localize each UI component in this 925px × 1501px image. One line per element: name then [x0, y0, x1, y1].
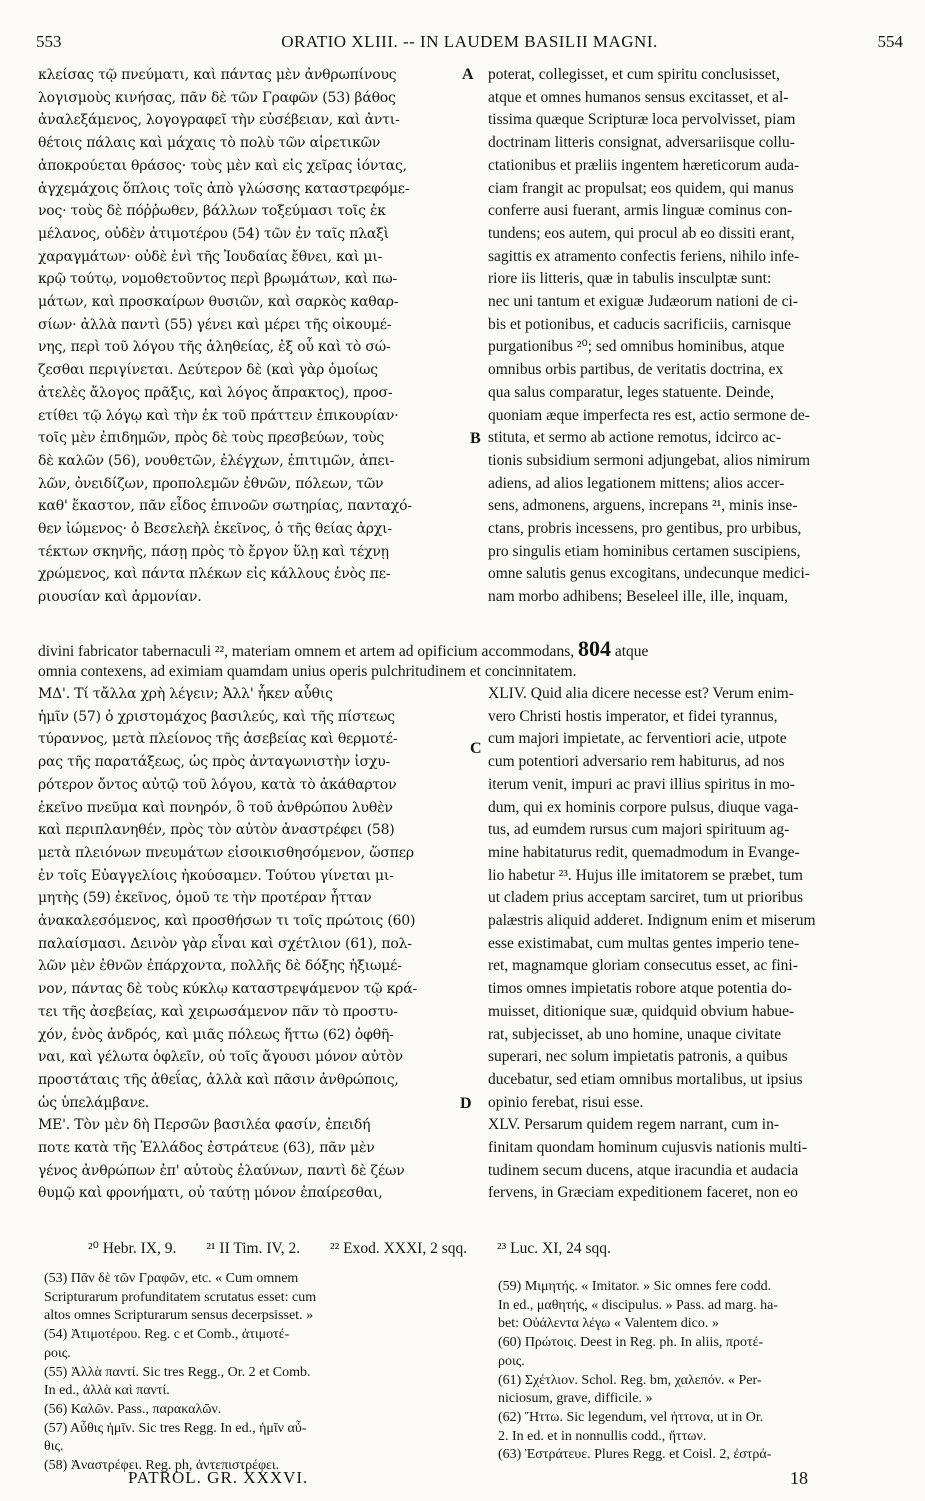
latin-line: vero Christi hostis imperator, et fidei tyrannus, [488, 707, 778, 725]
greek-line: λογισμοὺς κινήσας, πᾶν δὲ τῶν Γραφῶν (53) βάθος [38, 89, 396, 106]
note-line: (58) Ἀναστρέφει. Reg. ph, ἀντεπιστρέφει. [44, 1458, 280, 1474]
greek-line: ἐκεῖνο πνεῦμα καὶ πονηρόν, ὃ τοῦ ἀνθρώπου λυθὲν [38, 799, 393, 816]
notes-right [498, 1278, 910, 1465]
footer-page-number: 18 [790, 1468, 808, 1488]
note-line: In ed., ἀλλὰ καὶ παντί. [44, 1383, 170, 1399]
greek-line: θεν ἰώμενος· ὁ Βεσελεὴλ ἐκεῖνος, ὁ τῆς θείας ἀρχι- [38, 521, 392, 538]
note-line: Scripturarum profunditatem scrutatus esset: cum [44, 1289, 317, 1305]
note-line: (55) Ἀλλὰ παντί. Sic tres Regg., Or. 2 et Comb. [44, 1364, 311, 1380]
greek-line: ἀνακαλεσόμενος, καὶ προσθήσων τι τοῖς πρώτοις (60) [38, 913, 416, 930]
running-title: ORATIO XLIII. -- IN LAUDEM BASILII MAGNI. [281, 32, 658, 51]
latin-line: superari, nec solum impietatis patronis, a quibus [488, 1048, 788, 1066]
latin-line: finitam quondam hominum cujusvis nationis multi- [488, 1139, 808, 1157]
greek-line: ὡς ὑπελάμβανε. [38, 1094, 150, 1111]
latin-line: ciam frangit ac propulsat; eos quidem, qui manus [488, 179, 794, 197]
greek-line: λῶν, ὀνειδίζων, προπολεμῶν ἐθνῶν, πόλεων, τῶν [38, 475, 384, 492]
note-line: altos omnes Scripturarum sensus decerpsisset. » [44, 1308, 314, 1324]
latin-column-section-44 [488, 683, 912, 1205]
note-line: ροις. [44, 1345, 71, 1361]
latin-line: esse existimabat, cum multas gentes imperio tene- [488, 934, 800, 952]
note-line: niciosum, grave, difficile. » [498, 1391, 653, 1407]
note-line: (54) Ἀτιμοτέρου. Reg. c et Comb., ἀτιμοτέ- [44, 1327, 290, 1343]
scripture-ref: ²³ Luc. XI, 24 sqq. [497, 1240, 611, 1257]
note-line: (53) Πᾶν δὲ τῶν Γραφῶν, etc. « Cum omnem [44, 1271, 299, 1286]
latin-line: doctrinam litteris consignat, adversariisque collu- [488, 134, 795, 152]
greek-line: ἡμῖν (57) ὁ χριστομάχος βασιλεύς, καὶ τῆς πίστεως [38, 708, 395, 725]
latin-line: purgationibus ²⁰; sed omnibus hominibus, atque [488, 338, 785, 356]
latin-line: cum potentiori adversario rem habiturus, ad nos [488, 753, 785, 771]
greek-line: θέτοις πάλαις καὶ μάχαις τὸ πολὺ τῶν αἱρετικῶν [38, 135, 381, 152]
note-line: ροις. [498, 1353, 525, 1369]
greek-line: γένος ἀνθρώπων ἐπ' αὐτοὺς ἐλαύνων, παντὶ δὲ ζέων [38, 1162, 405, 1179]
latin-line: atque et omnes humanos sensus excitasset, et al- [488, 88, 789, 106]
greek-line: ΜΔ'. Τί τἄλλα χρὴ λέγειν; Ἀλλ' ἧκεν αὖθις [38, 686, 333, 702]
note-line: bet: Οὐάλεντα λέγω « Valentem dico. » [498, 1316, 719, 1332]
greek-line: ἀγχεμάχοις ὅπλοις τοῖς ἀπὸ γλώσσης καταστρεφόμε- [38, 180, 410, 197]
latin-line: opinio ferebat, risui esse. [488, 1093, 644, 1111]
greek-line: ἀποκρούεται θράσος· τοὺς μὲν καὶ εἰς χεῖρας ἰόντας, [38, 157, 407, 174]
greek-line: ἐν τοῖς Εὐαγγελίοις ἠκούσαμεν. Τούτου γίνεται μι- [38, 867, 394, 884]
greek-line: ναι, καὶ γέλωτα ὀφλεῖν, οὐ τοῖς ἄγουσι μόνον αὐτὸν [38, 1049, 403, 1066]
full-width-text: divini fabricator tabernaculi ²², materiam omnem et artem ad opificium accommodans, [38, 643, 575, 660]
greek-line: κρῷ τούτῳ, νομοθετοῦντος περὶ βρωμάτων, καὶ πω- [38, 271, 397, 288]
greek-line: μετὰ πλειόνων πνευμάτων εἰσοικισθησόμενον, ὥσπερ [38, 844, 414, 861]
latin-line: stituta, et sermo ab actione remotus, idcirco ac- [488, 429, 782, 447]
greek-line: ΜΕ'. Τὸν μὲν δὴ Περσῶν βασιλέα φασίν, ἐπειδή [38, 1117, 371, 1134]
latin-line: adiens, ad alios legationem mittens; alios accer- [488, 474, 785, 492]
note-line: (62) Ἥττω. Sic legendum, vel ἡττονα, ut in Or. [498, 1409, 764, 1425]
scripture-ref: ²¹ II Tim. IV, 2. [206, 1240, 301, 1257]
greek-line: τει τῆς ἀσεβείας, καὶ χειρωσάμενον πᾶν τὸ προστυ- [38, 1003, 398, 1020]
greek-line: χρώμενος, καὶ πάντα πλέκων εἰς κάλλους ἑνὸς πε- [38, 566, 391, 583]
latin-line: palæstris aliquid adderet. Indignum enim et miserum [488, 912, 816, 930]
greek-line: ποτε κατὰ τῆς Ἑλλάδος ἐστράτευε (63), πᾶν μὲν [38, 1140, 375, 1157]
greek-line: μητὴς (59) ἐκεῖνος, ὁμοῦ τε τὴν προτέραν ἧτταν [38, 890, 372, 907]
greek-line: τοῖς μὲν ἐπιδημῶν, πρὸς δὲ τοὺς πρεσβεύων, τοὺς [38, 430, 385, 447]
latin-line: sens, admonens, arguens, increpans ²¹, minis inse- [488, 497, 798, 515]
latin-line: sagittis ex atramento confectis feriens, nihilo infe- [488, 247, 800, 265]
greek-line: νος· τοὺς δὲ πόῤῥωθεν, βάλλων τοξεύμασι τοῖς ἐκ [38, 203, 386, 220]
latin-line: nec uni tantum et exiguæ Judæorum nationi de ci- [488, 293, 798, 311]
greek-line: ρότερον ὄντος αὐτῷ τοῦ λόγου, κατὰ τὸ ἀκάθαρτον [38, 776, 397, 793]
latin-line: qua salus comparatur, leges statuente. Deinde, [488, 383, 775, 401]
note-line: θις. [44, 1439, 64, 1455]
greek-line: μέλανος, οὐδὲν ἀτιμοτέρου (54) τῶν ἐν ταῖς πλαξὶ [38, 225, 389, 242]
note-line: (57) Αὖθις ἡμῖν. Sic tres Regg. In ed., ἡμῖν αὖ- [44, 1420, 307, 1436]
greek-line: παλαίσμασι. Δεινὸν γὰρ εἶναι καὶ σχέτλιον (61), πολ- [38, 935, 412, 952]
greek-line: καθ' ἕκαστον, πᾶν εἶδος ἐπινοῶν σωτηρίας, πανταχό- [38, 498, 412, 515]
greek-line: ετίθει τῷ λόγῳ καὶ τὴν ἐκ τοῦ πράττειν ἐπικουρίαν· [38, 407, 399, 424]
column-number-right: 554 [877, 32, 903, 51]
greek-line: προστάταις τῆς ἀθεΐας, ἀλλὰ καὶ πᾶσιν ἀνθρώποις, [38, 1071, 399, 1088]
greek-line: τύραννος, μετὰ πλείονος τῆς ἀσεβείας καὶ θερμοτέ- [38, 731, 398, 748]
latin-column [488, 64, 912, 609]
greek-line: ρας τῆς παρατάξεως, ὡς πρὸς ἀνταγωνιστὴν ἰσχυ- [38, 754, 391, 771]
latin-line: timos omnes impietatis robore atque potentia do- [488, 980, 792, 998]
section-marker-b: B [470, 430, 481, 447]
greek-line: χόν, ἑνὸς ἀνδρός, καὶ μιᾶς πόλεως ἥττω (62) ὀφθῆ- [38, 1026, 394, 1043]
greek-line: δὲ καλῶν (56), νουθετῶν, ἐλέγχων, ἐπιτιμῶν, ἀπει- [38, 452, 395, 469]
latin-line: nam morbo adhibens; Beseleel ille, ille, inquam, [488, 588, 789, 606]
latin-line: ret, magnamque gloriam consecutus esset, ac fini- [488, 957, 798, 975]
latin-line: muisset, ditionique suæ, quidquid obvium habue- [488, 1002, 795, 1020]
greek-column [38, 64, 470, 609]
greek-line: τέκτων σκηνῆς, πάσῃ πρὸς τὸ ἔργον ὕλῃ καὶ τέχνῃ [38, 543, 389, 560]
full-width-text: atque [614, 643, 649, 660]
greek-line: ἀτελὲς ἄλογος πρᾶξις, καὶ λόγος ἄπρακτος), προσ- [38, 384, 393, 401]
scripture-ref: ²² Exod. XXXI, 2 sqq. [329, 1240, 468, 1257]
latin-line: cum majori impietate, ac ferventiori acie, utpote [488, 730, 787, 748]
latin-line: ut cladem prius acceptam sarciret, tum ut prioribus [488, 889, 804, 907]
greek-line: ζεσθαι περιγίνεται. Δεύτερον δὲ (καὶ γὰρ ὁμοίως [38, 362, 378, 379]
greek-line: θυμῷ καὶ φρονήματι, οὐ ταύτῃ μόνον ἐπαίρεσθαι, [38, 1185, 383, 1202]
latin-line: tionis subsidium sermoni adjungebat, alios nimirum [488, 451, 811, 469]
greek-line: καὶ περιπλανηθέν, πρὸς τὸν αὐτὸν ἀναστρέφει (58) [38, 822, 395, 839]
note-line: In ed., μαθητής, « discipulus. » Pass. ad marg. ha- [498, 1297, 779, 1313]
latin-line: XLV. Persarum quidem regem narrant, cum in- [488, 1116, 779, 1134]
footer-signature: PATROL. GR. XXXVI. [128, 1468, 309, 1487]
latin-line: dum, qui ex hominis corpore pulsus, diuque vaga- [488, 798, 799, 816]
greek-line: ἀναλεξάμενος, λογογραφεῖ τὴν εὐσέβειαν, καὶ ἀντι- [38, 112, 400, 129]
greek-line: κλείσας τῷ πνεύματι, καὶ πάντας μὲν ἀνθρωπίνους [38, 67, 397, 83]
latin-line: pro singulis etiam hominibus certamen suscipiens, [488, 542, 801, 560]
latin-line: tissima quæque Scripturæ loca pervolvisset, piam [488, 111, 796, 129]
latin-line: rat, subjecisset, ab uno homine, unaque civitate [488, 1025, 782, 1043]
notes-left [44, 1270, 464, 1476]
scripture-references [88, 1239, 637, 1258]
note-line: (60) Πρώτοις. Deest in Reg. ph. In aliis, προτέ- [498, 1335, 764, 1351]
note-line: (59) Μιμητής. « Imitator. » Sic omnes fere codd. [498, 1279, 772, 1294]
latin-line: ducebatur, sed etiam omnibus mortalibus, ut ipsius [488, 1070, 803, 1088]
note-line: (56) Καλῶν. Pass., παρακαλῶν. [44, 1401, 222, 1417]
note-line: (63) Ἐστράτευε. Plures Regg. et Coisl. 2, ἐστρά- [498, 1447, 772, 1463]
full-width-line: omnia contexens, ad eximiam quamdam unius operis pulchritudinem et concinnitatem. [38, 663, 577, 680]
column-number-804: 804 [577, 636, 611, 661]
scripture-ref: ²⁰ Hebr. IX, 9. [88, 1240, 177, 1257]
latin-line: quoniam æque imperfecta res est, actio sermone de- [488, 406, 810, 424]
note-line: 2. In ed. et in nonnullis codd., ἥττων. [498, 1428, 707, 1444]
running-header [36, 32, 903, 56]
latin-line: riore iis litteris, quæ in tabulis insculptæ sunt: [488, 270, 772, 288]
greek-line: ριουσίαν καὶ ἁρμονίαν. [38, 589, 202, 606]
section-marker-d: D [460, 1095, 472, 1112]
latin-line: omnibus orbis partibus, de veritatis doctrina, ex [488, 361, 784, 379]
latin-line: fervens, in Græciam expeditionem faceret, non eo [488, 1184, 798, 1202]
latin-line: ctationibus et præliis ingentem hæreticorum auda- [488, 156, 800, 174]
latin-line: tundens; eos autem, qui procul ab eo dissiti erant, [488, 224, 795, 242]
latin-line: poterat, collegisset, et cum spiritu conclusisset, [488, 66, 780, 83]
greek-line: νον, πάντας δὲ τοὺς κύκλῳ καταστρεψάμενον τῷ κρά- [38, 981, 417, 998]
column-number-left: 553 [36, 32, 62, 51]
latin-line: ctans, probris incessens, pro gentibus, pro urbibus, [488, 520, 802, 538]
latin-line: conferre ausi fuerant, armis linguæ cominus con- [488, 202, 793, 220]
latin-line: iterum venit, impuri ac pravi illius spiritus in mo- [488, 775, 795, 793]
greek-line: χαραγμάτων· οὐδὲ ἑνὶ τῆς Ἰουδαίας ἔθνει, καὶ μι- [38, 248, 383, 265]
latin-line: tudinem secum ducens, atque iracundia et audacia [488, 1161, 799, 1179]
latin-line: lio habetur ²³. Hujus ille imitatorem se præbet, tum [488, 866, 803, 884]
greek-line: νης, περὶ τοῦ λόγου τῆς ἀληθείας, ἐξ οὗ καὶ τὸ σώ- [38, 339, 391, 356]
note-line: (61) Σχέτλιον. Schol. Reg. bm, χαλεπόν. « Per- [498, 1372, 762, 1388]
section-marker-c: C [470, 740, 482, 757]
greek-line: μάτων, καὶ προσκαίρων θυσιῶν, καὶ σαρκὸς καθαρ- [38, 294, 399, 311]
latin-line: XLIV. Quid alia dicere necesse est? Verum enim- [488, 685, 794, 702]
latin-line: tus, ad eumdem rursus cum majori spirituum ag- [488, 821, 790, 839]
greek-line: λῶν μὲν ἐθνῶν ἐπάρχοντα, πολλῆς δὲ δόξης ἠξιωμέ- [38, 958, 402, 975]
latin-line: bis et potionibus, et caducis sacrificiis, carnisque [488, 315, 792, 333]
section-marker-a: A [462, 66, 474, 83]
latin-line: mine habitaturus redit, quemadmodum in Evange- [488, 843, 800, 861]
greek-column-section-44 [38, 683, 470, 1205]
latin-line: omne salutis genus excogitans, undecunque medici- [488, 565, 810, 583]
greek-line: σίων· ἀλλὰ παντὶ (55) γένει καὶ μέρει τῆς οἰκουμέ- [38, 316, 392, 333]
